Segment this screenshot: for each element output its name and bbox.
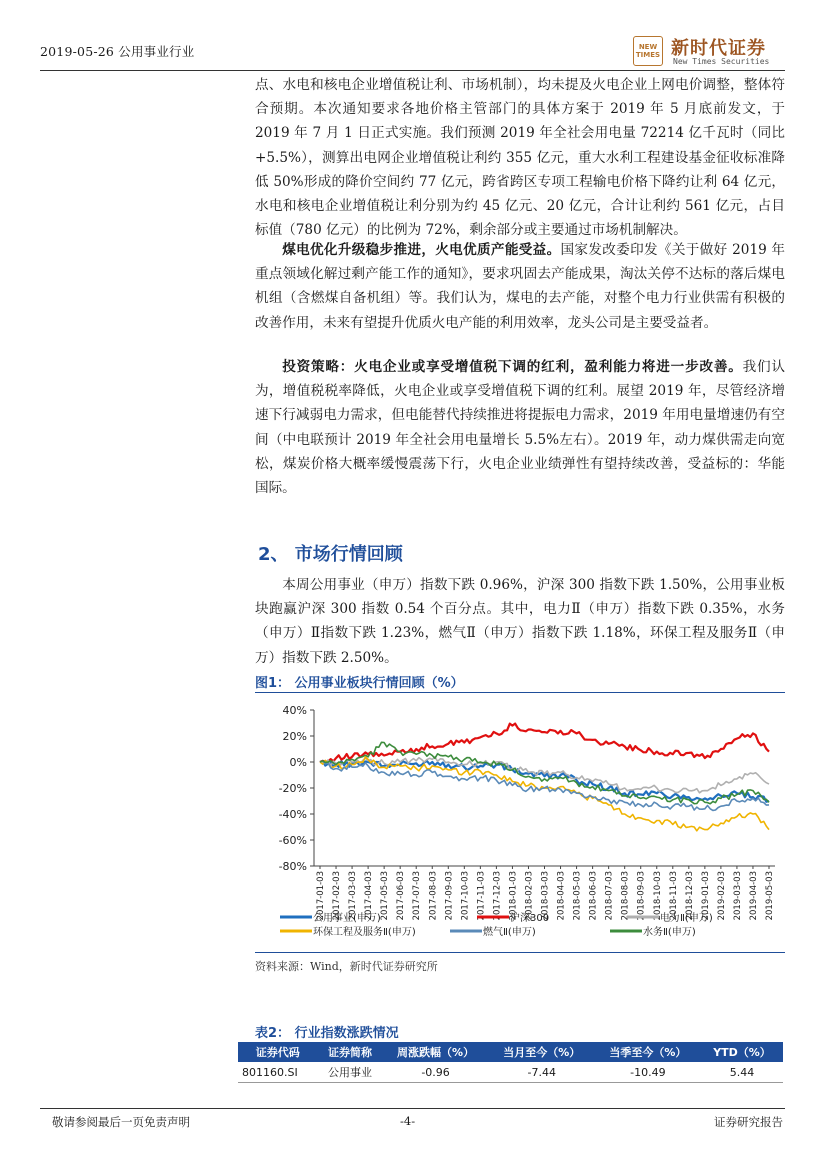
legend-label: 水务Ⅱ(申万) xyxy=(643,927,696,938)
y-tick-label: 0% xyxy=(289,756,307,769)
paragraph-1: 点、水电和核电企业增值税让利、市场机制），均未提及火电企业上网电价调整，整体符合预期。本次通知要求各地价格主管部门的具体方案于 2019 年 5 月底前发文，于 2019 年 7 月 1 日正式实施。我们预测 2019 年全社会用电量 72214 亿千瓦时（同比+5.5%），测算出电网企业增值税让利约 355 亿元，重大水利工程建设基金征收标准降低 50%形成的降价空间约 77 亿元，跨省跨区专项工程输电价格下降约让利 64 亿元，水电和核电企业增值税让利分别为约 45 亿元、20 亿元，合计让利约 561 亿元，占目标值（780 亿元）的比例为 72%，剩余部分或主要通过市场机制解决。 xyxy=(255,77,785,239)
y-tick-label: -20% xyxy=(278,782,307,795)
header-rule xyxy=(40,70,785,71)
x-tick-label: 2018-04-03 xyxy=(556,871,567,921)
cell-name: 公用事业 xyxy=(318,1062,383,1083)
x-tick-label: 2017-03-03 xyxy=(348,871,359,921)
x-tick-label: 2018-03-03 xyxy=(540,871,551,921)
series-line xyxy=(320,724,769,762)
th-name: 证券简称 xyxy=(318,1042,383,1062)
logo-english: New Times Securities xyxy=(673,57,770,66)
x-tick-label: 2017-08-03 xyxy=(428,871,439,921)
x-tick-label: 2018-09-03 xyxy=(636,871,647,921)
y-tick-label: -40% xyxy=(278,808,307,821)
section-heading: 2、 市场行情回顾 xyxy=(258,544,403,565)
x-tick-label: 2018-12-03 xyxy=(684,871,695,921)
source-rule xyxy=(255,952,785,953)
x-tick-label: 2019-04-03 xyxy=(748,871,759,921)
legend-label: 燃气Ⅱ(申万) xyxy=(483,927,536,938)
x-tick-label: 2018-06-03 xyxy=(588,871,599,921)
paragraph-2 xyxy=(255,238,785,335)
footer-report-type: 证券研究报告 xyxy=(714,1115,783,1129)
x-tick-label: 2017-11-03 xyxy=(476,871,487,921)
figure-title: 图1： 公用事业板块行情回顾（%） xyxy=(255,676,464,691)
x-tick-label: 2017-06-03 xyxy=(396,871,407,921)
paragraph-2-text: 国家发改委印发《关于做好 2019 年重点领域化解过剩产能工作的通知》，要求巩固去产能成果，淘汰关停不达标的落后煤电机组（含燃煤自备机组）等。我们认为，煤电的去产能，对整个电力行业供需有积极的改善作用，未来有望提升优质火电产能的利用效率，龙头公司是主要受益者。 xyxy=(255,242,785,331)
x-tick-label: 2019-01-03 xyxy=(700,871,711,921)
footer-disclaimer: 敬请参阅最后一页免责声明 xyxy=(52,1115,190,1129)
x-tick-label: 2017-09-03 xyxy=(444,871,455,921)
x-tick-label: 2018-02-03 xyxy=(524,871,535,921)
legend-label: 公用事业(申万) xyxy=(313,913,381,924)
table-row xyxy=(238,1062,783,1083)
x-tick-label: 2017-07-03 xyxy=(412,871,423,921)
legend-label: 沪深300 xyxy=(510,913,550,924)
cell-ytd: 5.44 xyxy=(701,1062,783,1083)
figure-source: 资料来源：Wind，新时代证券研究所 xyxy=(255,960,438,973)
x-tick-label: 2017-12-03 xyxy=(492,871,503,921)
x-tick-label: 2019-05-03 xyxy=(765,871,775,921)
th-qtd: 当季至今（%） xyxy=(595,1042,701,1062)
cell-code: 801160.SI xyxy=(238,1062,318,1083)
x-tick-label: 2017-05-03 xyxy=(380,871,391,921)
company-logo xyxy=(633,34,783,70)
x-tick-label: 2019-03-03 xyxy=(732,871,743,921)
figure-rule xyxy=(255,692,785,693)
y-tick-label: 20% xyxy=(282,730,307,743)
footer-rule xyxy=(40,1108,785,1109)
paragraph-2-lead: 煤电优化升级稳步推进，火电优质产能受益。 xyxy=(282,242,561,258)
cell-qtd: -10.49 xyxy=(595,1062,701,1083)
logo-mark: NEW TIMES xyxy=(633,36,663,66)
legend-label: 电力Ⅱ(申万) xyxy=(660,913,713,924)
th-mtd: 当月至今（%） xyxy=(489,1042,595,1062)
x-tick-label: 2018-07-03 xyxy=(604,871,615,921)
legend-label: 环保工程及服务Ⅱ(申万) xyxy=(313,927,416,938)
x-tick-label: 2017-04-03 xyxy=(364,871,375,921)
x-tick-label: 2017-02-03 xyxy=(332,871,343,921)
logo-name: 新时代证券 xyxy=(671,38,766,59)
x-tick-label: 2018-01-03 xyxy=(508,871,519,921)
x-tick-label: 2018-05-03 xyxy=(572,871,583,921)
cell-mtd: -7.44 xyxy=(489,1062,595,1083)
market-chart xyxy=(255,697,785,947)
index-table xyxy=(238,1042,783,1083)
page-number: -4- xyxy=(400,1114,416,1128)
paragraph-3 xyxy=(255,355,785,500)
x-tick-label: 2018-11-03 xyxy=(668,871,679,921)
table-header-row xyxy=(238,1042,783,1062)
th-code: 证券代码 xyxy=(238,1042,318,1062)
th-ytd: YTD（%） xyxy=(701,1042,783,1062)
series-line xyxy=(320,757,769,831)
x-tick-label: 2019-02-03 xyxy=(716,871,727,921)
cell-week: -0.96 xyxy=(382,1062,488,1083)
x-tick-label: 2017-01-03 xyxy=(316,871,326,921)
th-week: 周涨跌幅（%） xyxy=(382,1042,488,1062)
y-tick-label: -60% xyxy=(278,834,307,847)
table-title: 表2： 行业指数涨跌情况 xyxy=(255,1026,399,1041)
x-tick-label: 2018-10-03 xyxy=(652,871,663,921)
paragraph-3-lead: 投资策略：火电企业或享受增值税下调的红利，盈利能力将进一步改善。 xyxy=(282,359,743,375)
x-tick-label: 2017-10-03 xyxy=(460,871,471,921)
paragraph-3-text: 我们认为，增值税税率降低，火电企业或享受增值税下调的红利。展望 2019 年，尽管经济增速下行减弱电力需求，但电能替代持续推进将提振电力需求，2019 年用电量增速仍有空间（中电联预计 2019 年全社会用电量增长 5.5%左右）。2019 年，动力煤供需走向宽松，煤炭价格大概率缓慢震荡下行，火电企业业绩弹性有望持续改善，受益标的：华能国际。 xyxy=(255,359,786,497)
y-tick-label: -80% xyxy=(278,860,307,873)
x-tick-label: 2018-08-03 xyxy=(620,871,631,921)
page-header-text: 2019-05-26 公用事业行业 xyxy=(40,44,195,59)
paragraph-4: 本周公用事业（申万）指数下跌 0.96%，沪深 300 指数下跌 1.50%，公用事业板块跑赢沪深 300 指数 0.54 个百分点。其中，电力Ⅱ（申万）指数下跌 0.35%，水务（申万）Ⅱ指数下跌 1.23%，燃气Ⅱ（申万）指数下跌 1.18%，环保工程及服务Ⅱ（申万）指数下跌 2.50%。 xyxy=(255,577,785,666)
y-tick-label: 40% xyxy=(282,704,307,717)
